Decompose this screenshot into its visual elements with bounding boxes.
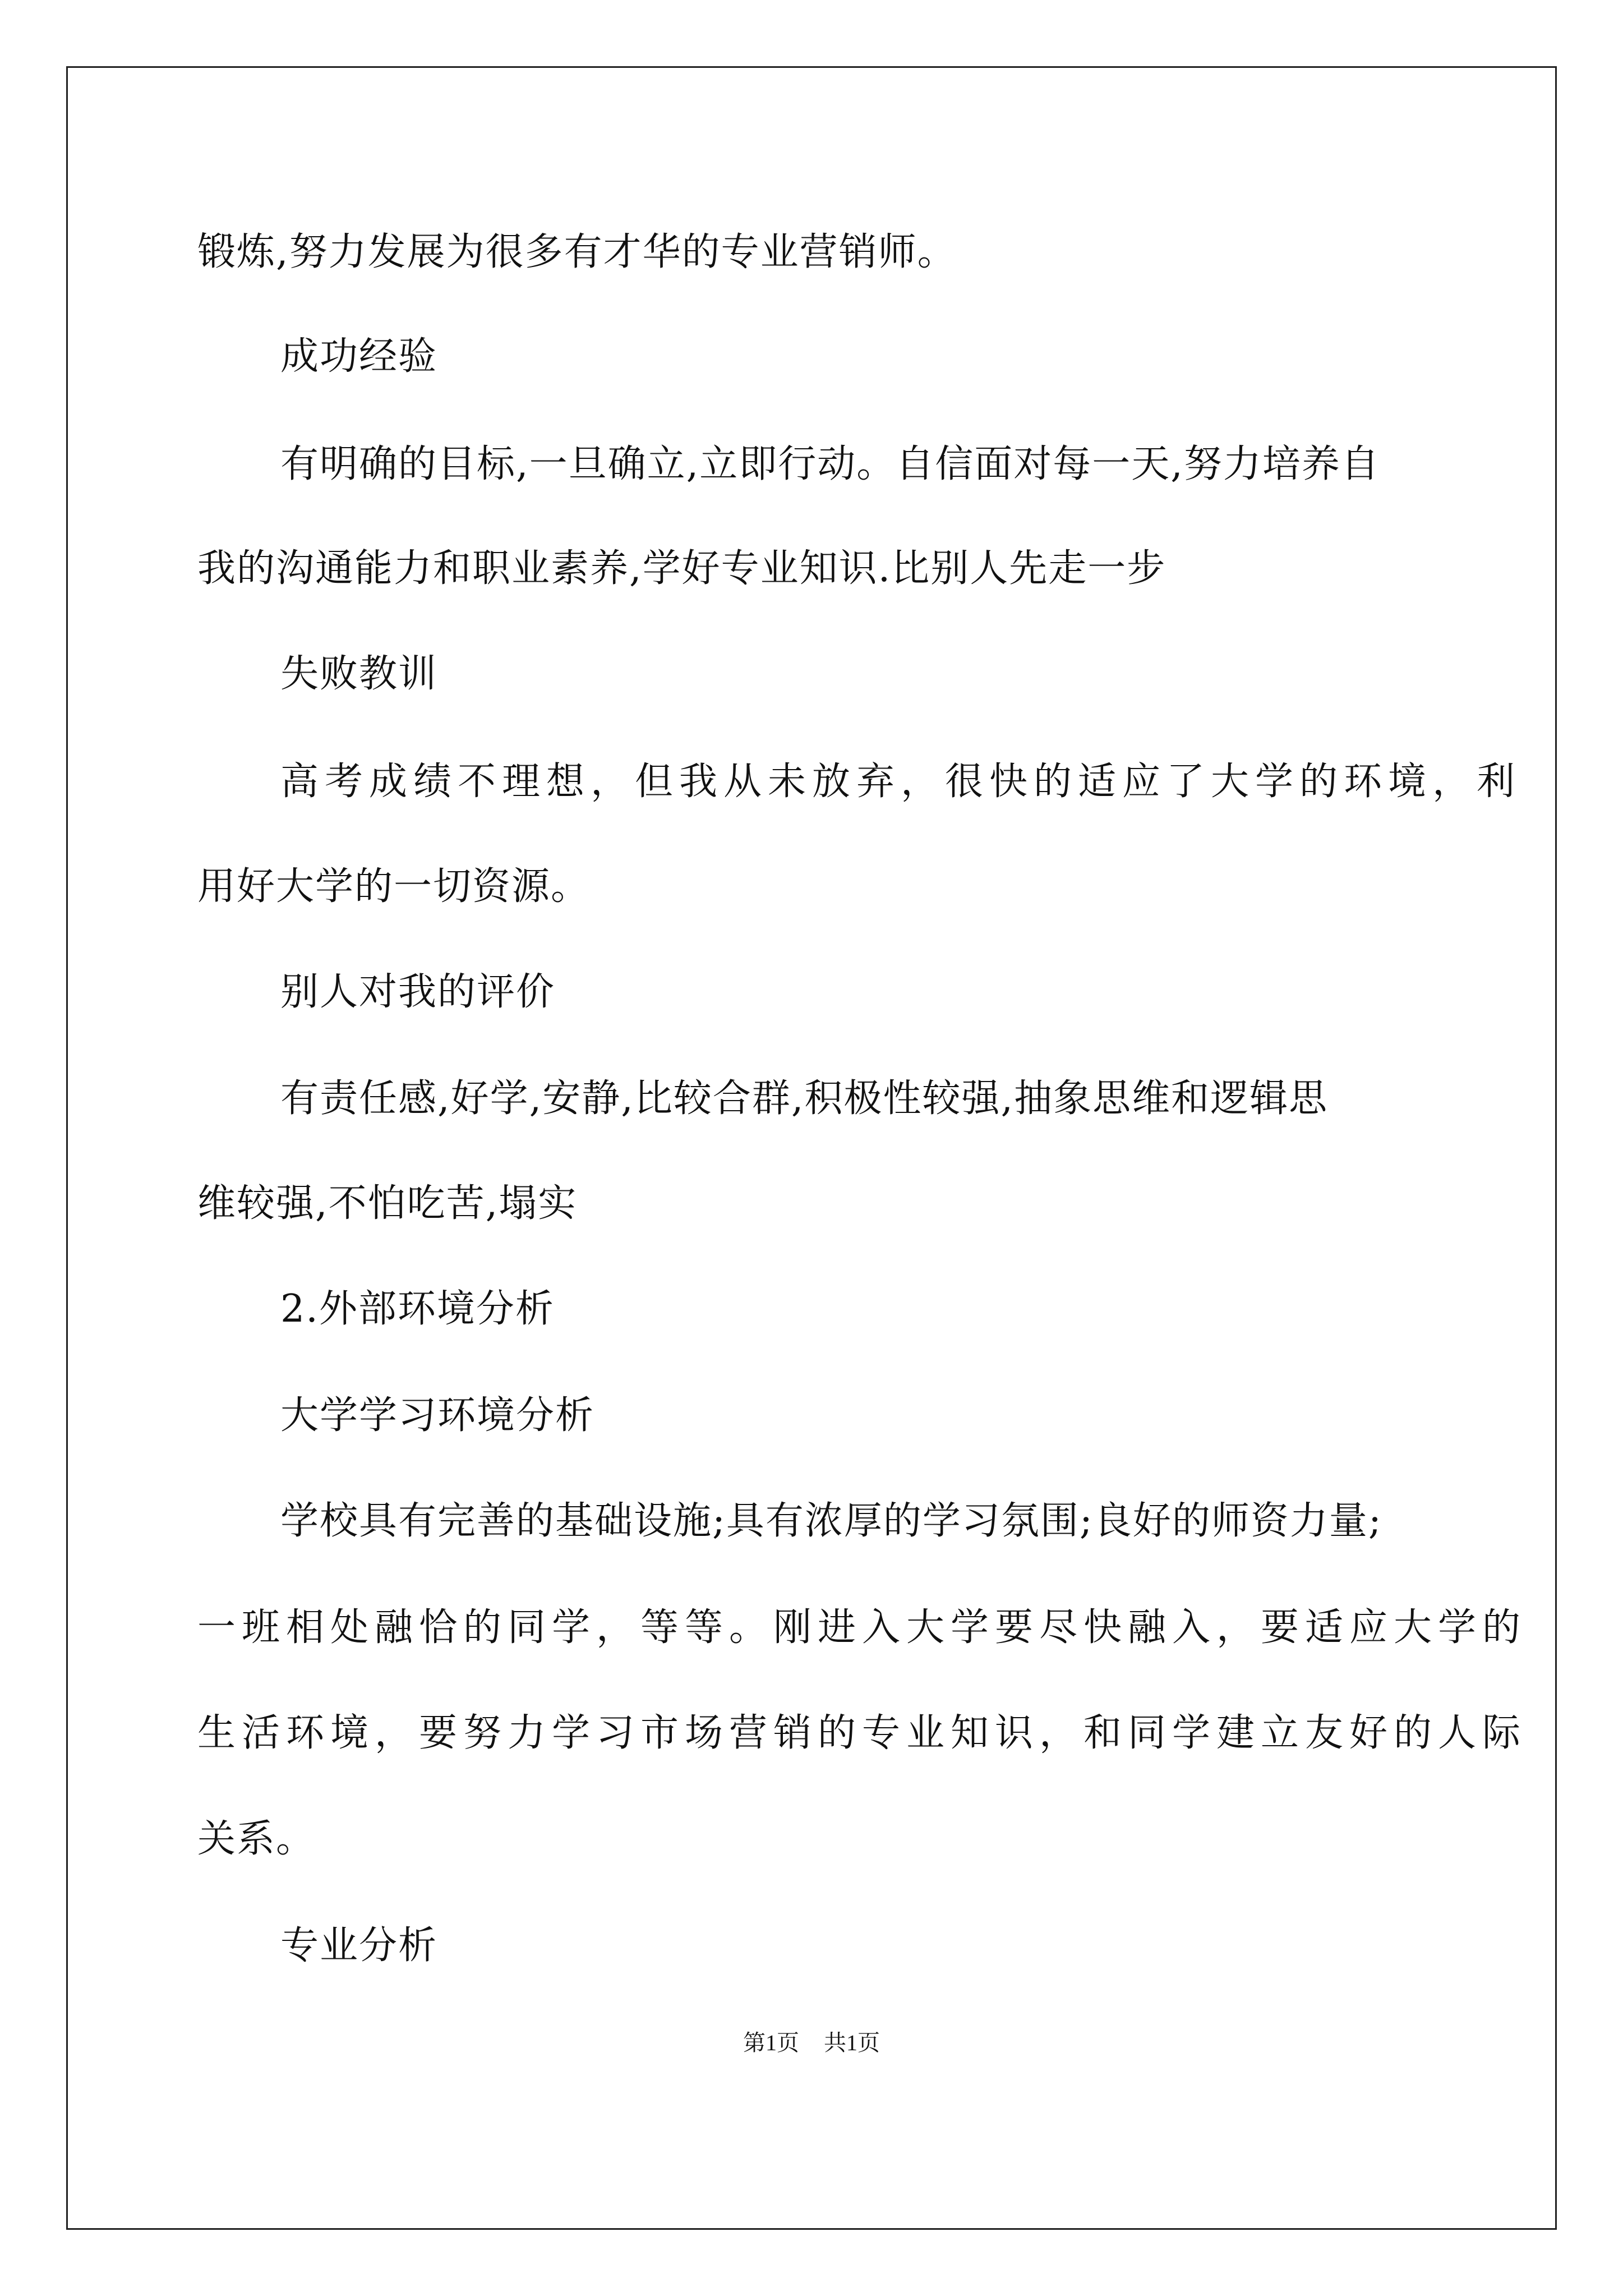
paragraph-line: 学校具有完善的基础设施;具有浓厚的学习氛围;良好的师资力量; [280, 1499, 1382, 1543]
page-number-current: 第1页 [743, 2030, 799, 2055]
page-footer [0, 2032, 1623, 2054]
section-heading-university: 大学学习环境分析 [280, 1393, 595, 1438]
paragraph-line: 一班相处融恰的同学，等等。刚进入大学要尽快融入，要适应大学的 [197, 1605, 1527, 1650]
paragraph-line: 高考成绩不理想，但我从未放弃，很快的适应了大学的环境，利 [280, 760, 1521, 804]
paragraph-line: 生活环境，要努力学习市场营销的专业知识，和同学建立友好的人际 [197, 1711, 1527, 1755]
page-border [66, 66, 1557, 2230]
paragraph-line: 我的沟通能力和职业素养,学好专业知识.比别人先走一步 [197, 546, 1166, 591]
paragraph-line: 用好大学的一切资源。 [197, 864, 591, 909]
section-heading-success: 成功经验 [280, 334, 438, 379]
section-heading-external: 2.外部环境分析 [280, 1287, 555, 1331]
paragraph-line: 关系。 [197, 1817, 316, 1861]
paragraph-line: 有明确的目标,一旦确立,立即行动。自信面对每一天,努力培养自 [280, 442, 1380, 486]
paragraph-line: 锻炼,努力发展为很多有才华的专业营销师。 [197, 230, 957, 274]
paragraph-line: 维较强,不怕吃苦,塌实 [197, 1181, 578, 1226]
page-number-total: 共1页 [824, 2030, 880, 2055]
section-heading-failure: 失败教训 [280, 652, 438, 696]
paragraph-line: 有责任感,好学,安静,比较合群,积极性较强,抽象思维和逻辑思 [280, 1076, 1329, 1121]
section-heading-major: 专业分析 [280, 1924, 438, 1968]
section-heading-evaluation: 别人对我的评价 [280, 970, 556, 1014]
